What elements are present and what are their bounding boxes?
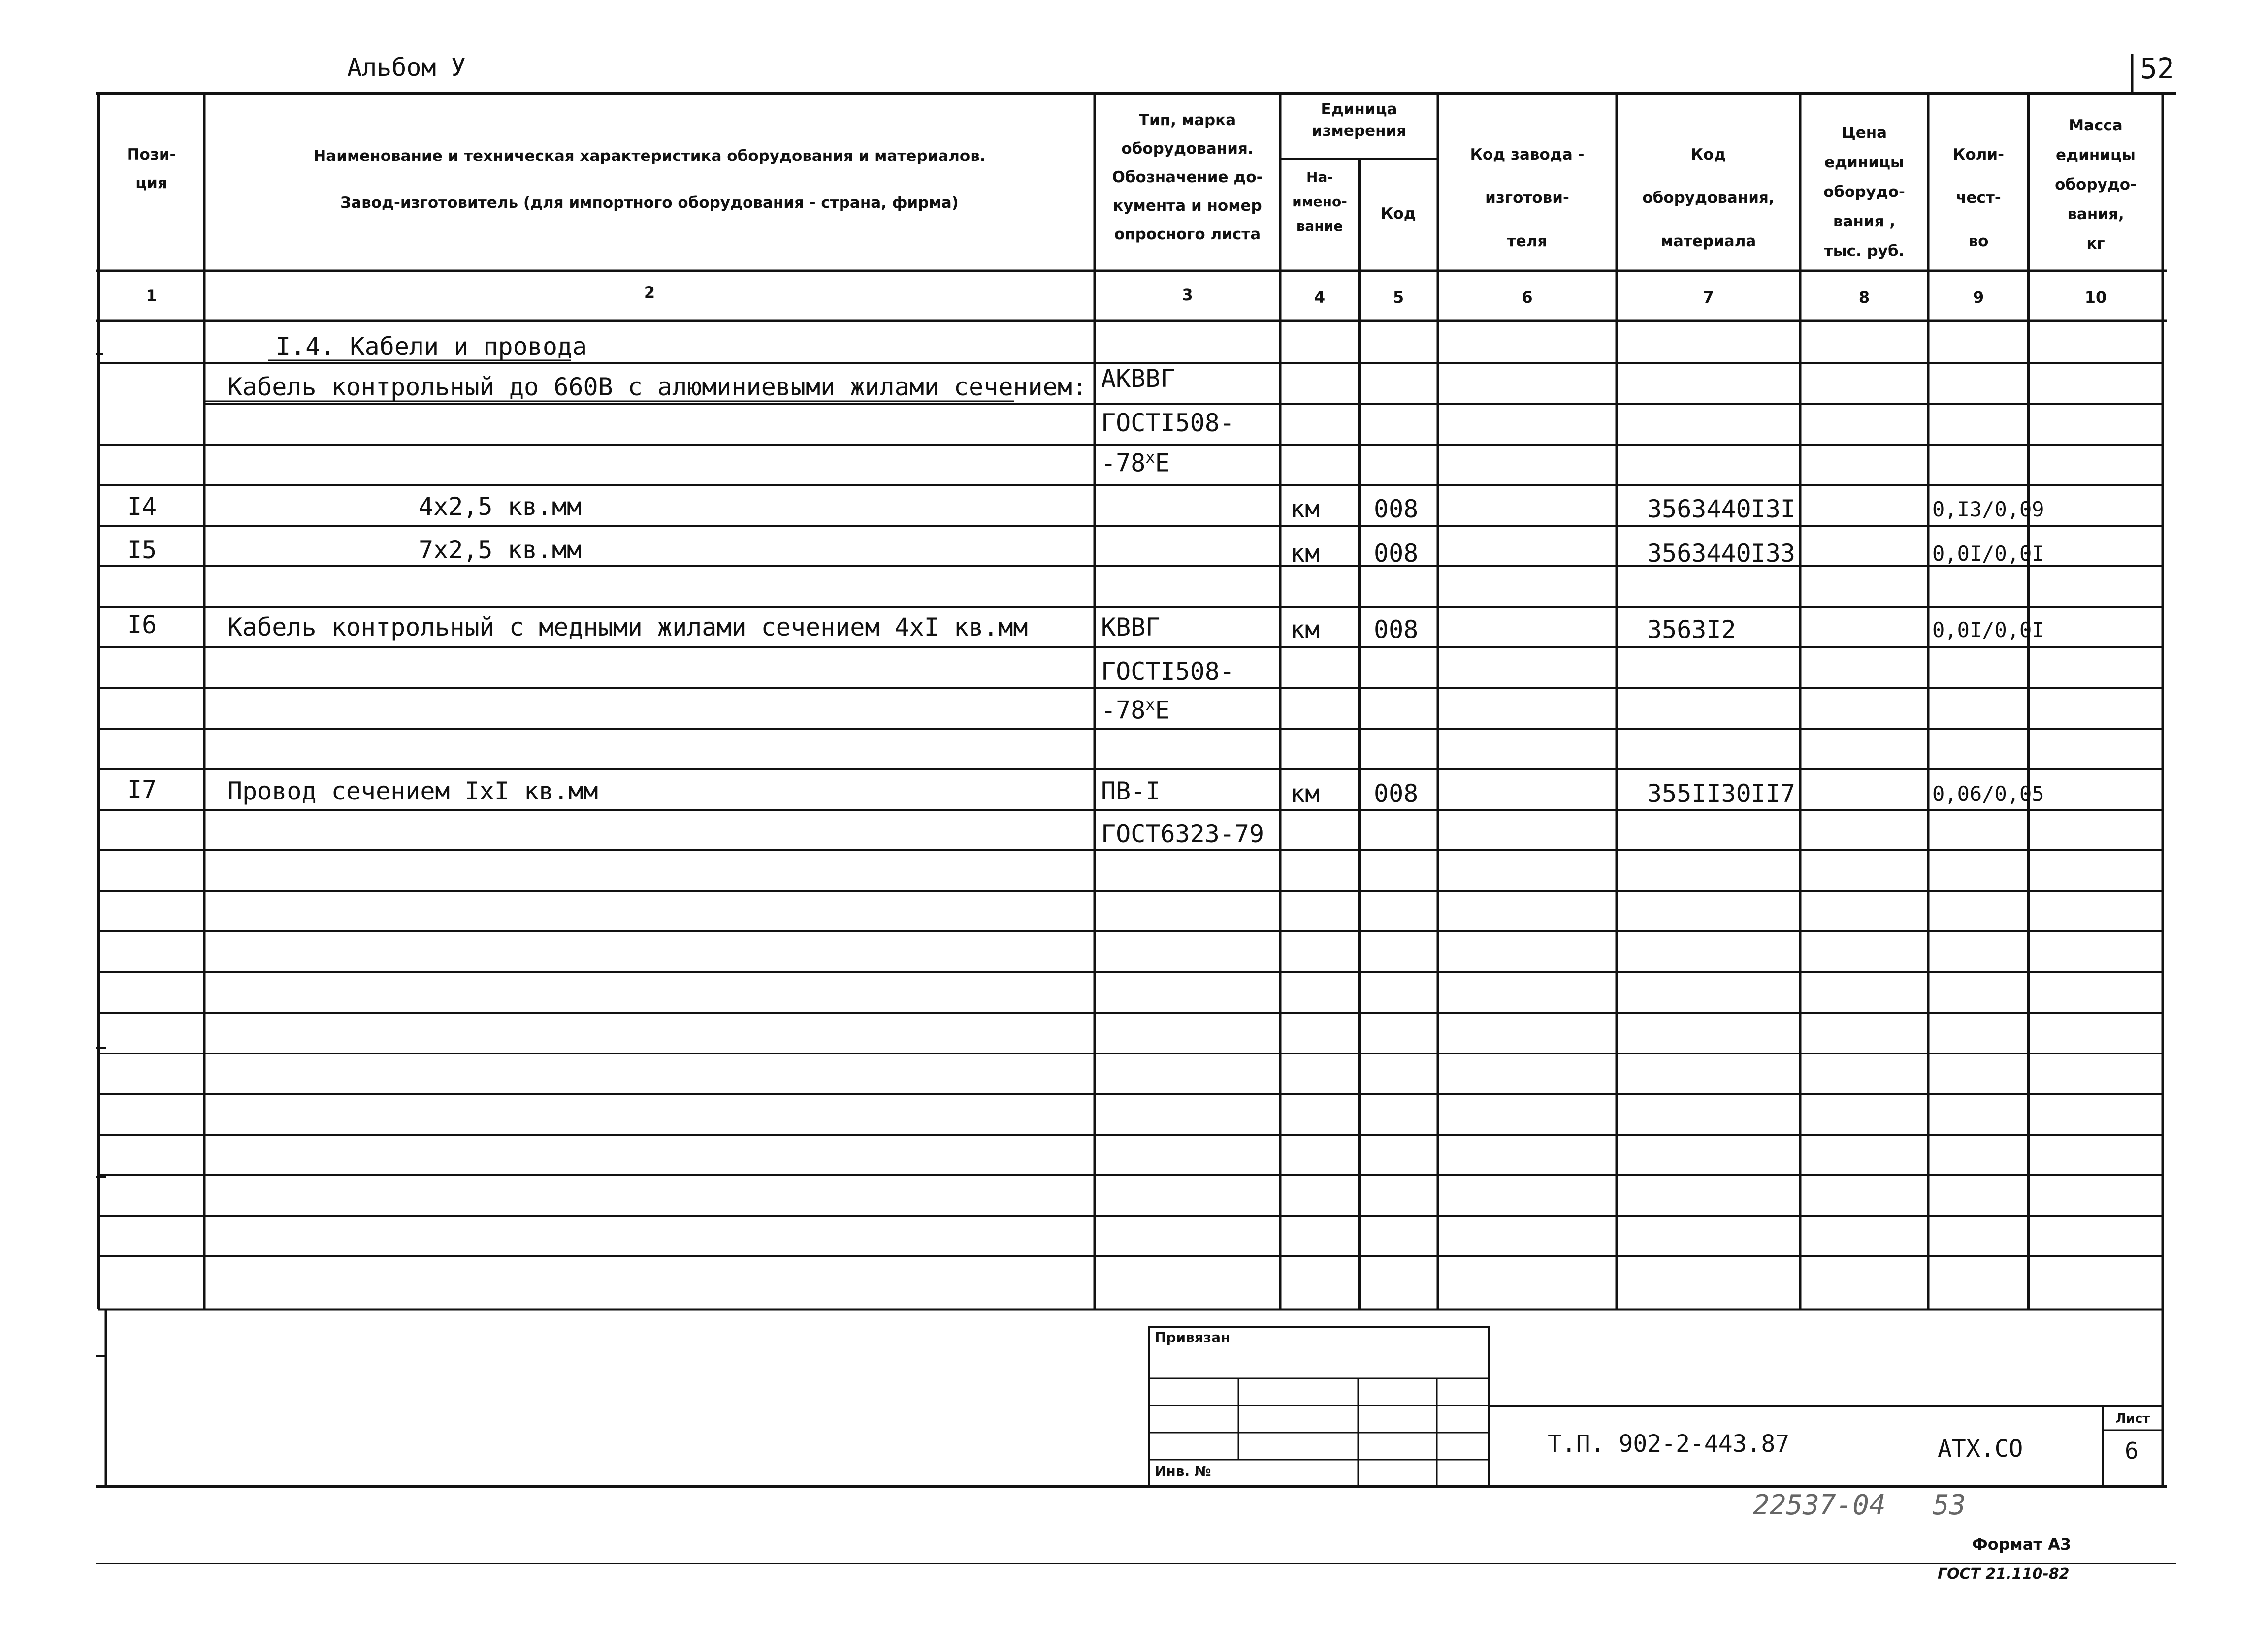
col-header-unit-group: Единица измерения [1311,100,1407,140]
handwritten-number: 22537-04 [1753,1489,1886,1521]
doc-code: Т.П. 902-2-443.87 [1548,1430,1790,1458]
row-15-unit-code: 008 [1374,539,1419,568]
row-16-unit-code: 008 [1374,615,1419,644]
row-17-gost: ГОСТ6323-79 [1101,820,1264,848]
row-akvvg-type: АКВВГ [1101,364,1175,393]
row-14-unit: км [1290,495,1320,523]
row-14-quantity: 0,I3/0,09 [1932,497,2044,521]
row-15-quantity: 0,0I/0,0I [1932,542,2044,566]
row-15-position: I5 [127,536,157,564]
row-17-name: Провод сечением IхI кв.мм [227,777,598,805]
section-title: I.4. Кабели и провода [276,332,587,361]
sheet-value: 6 [2125,1437,2138,1464]
col-header-name: Наименование и техническая характеристика оборудования и материалов. Завод-изготовитель (для импортного оборудования - страна, фирма) [313,147,986,212]
row-17-material-code: 355II30II7 [1647,779,1796,808]
col-number-4: 4 [1314,288,1326,307]
row-16-unit: км [1290,615,1320,644]
col-header-material-code: Код оборудования, материала [1642,146,1775,250]
row-14-position: I4 [127,492,157,521]
row-14-name: 4х2,5 кв.мм [419,492,582,521]
col-number-1: 1 [146,287,157,305]
sheet-number: 52 [2140,52,2174,85]
col-header-price: Цена единицы оборудо- вания , тыс. руб. [1823,124,1905,260]
row-14-unit-code: 008 [1374,495,1419,523]
col-header-quantity: Коли- чест- во [1953,146,2004,250]
col-number-9: 9 [1973,288,1984,307]
doc-mark: АТХ.СО [1938,1435,2023,1463]
row-14-material-code: 3563440I3I [1647,495,1796,523]
row-16-name: Кабель контрольный с медными жилами сечением 4хI кв.мм [227,613,1028,641]
row-akvvg-name: Кабель контрольный до 660В с алюминиевыми жилами сечением: [227,373,1087,401]
col-number-3: 3 [1182,286,1193,304]
row-16-position: I6 [127,610,157,639]
row-17-position: I7 [127,775,157,804]
row-17-type: ПВ-I [1101,777,1161,805]
row-akvvg-gost-year: -78$^x$Е [1101,448,1170,478]
col-header-unit-code: Код [1381,205,1416,223]
row-akvvg-gost: ГОСТI508- [1101,409,1234,437]
handwritten-page: 53 [1933,1489,1966,1521]
row-16-quantity: 0,0I/0,0I [1932,618,2044,642]
gost-label: ГОСТ 21.110-82 [1938,1565,2070,1583]
row-16-gost: ГОСТI508- [1101,657,1234,686]
row-17-quantity: 0,06/0,05 [1932,782,2044,806]
col-header-unit-name: На- имено- вание [1292,169,1347,234]
col-header-factory-code: Код завода - изготови- теля [1470,146,1585,250]
row-16-gost-year: -78$^x$Е [1101,695,1170,725]
col-header-mass: Масса единицы оборудо- вания, кг [2055,117,2137,253]
col-number-7: 7 [1703,288,1714,307]
sheet-label: Лист [2115,1411,2150,1426]
col-number-6: 6 [1522,288,1533,307]
row-16-type: КВВГ [1101,613,1161,641]
row-17-unit-code: 008 [1374,779,1419,808]
col-number-5: 5 [1393,288,1404,307]
stamp-privyazan: Привязан [1155,1329,1231,1345]
row-15-unit: км [1290,539,1320,568]
album-label: Альбом У [347,53,466,82]
row-15-name: 7х2,5 кв.мм [419,536,582,564]
col-header-position: Пози- ция [127,146,176,192]
col-header-type: Тип, марка оборудования. Обозначение до- кумента и номер опросного листа [1112,111,1263,243]
col-number-10: 10 [2084,288,2107,307]
row-16-material-code: 3563I2 [1647,615,1736,644]
format-label: Формат А3 [1972,1535,2072,1554]
col-number-2: 2 [644,283,655,302]
row-17-unit: км [1290,779,1320,808]
col-number-8: 8 [1858,288,1870,307]
stamp-inventory: Инв. № [1155,1463,1211,1479]
row-15-material-code: 3563440I33 [1647,539,1796,568]
